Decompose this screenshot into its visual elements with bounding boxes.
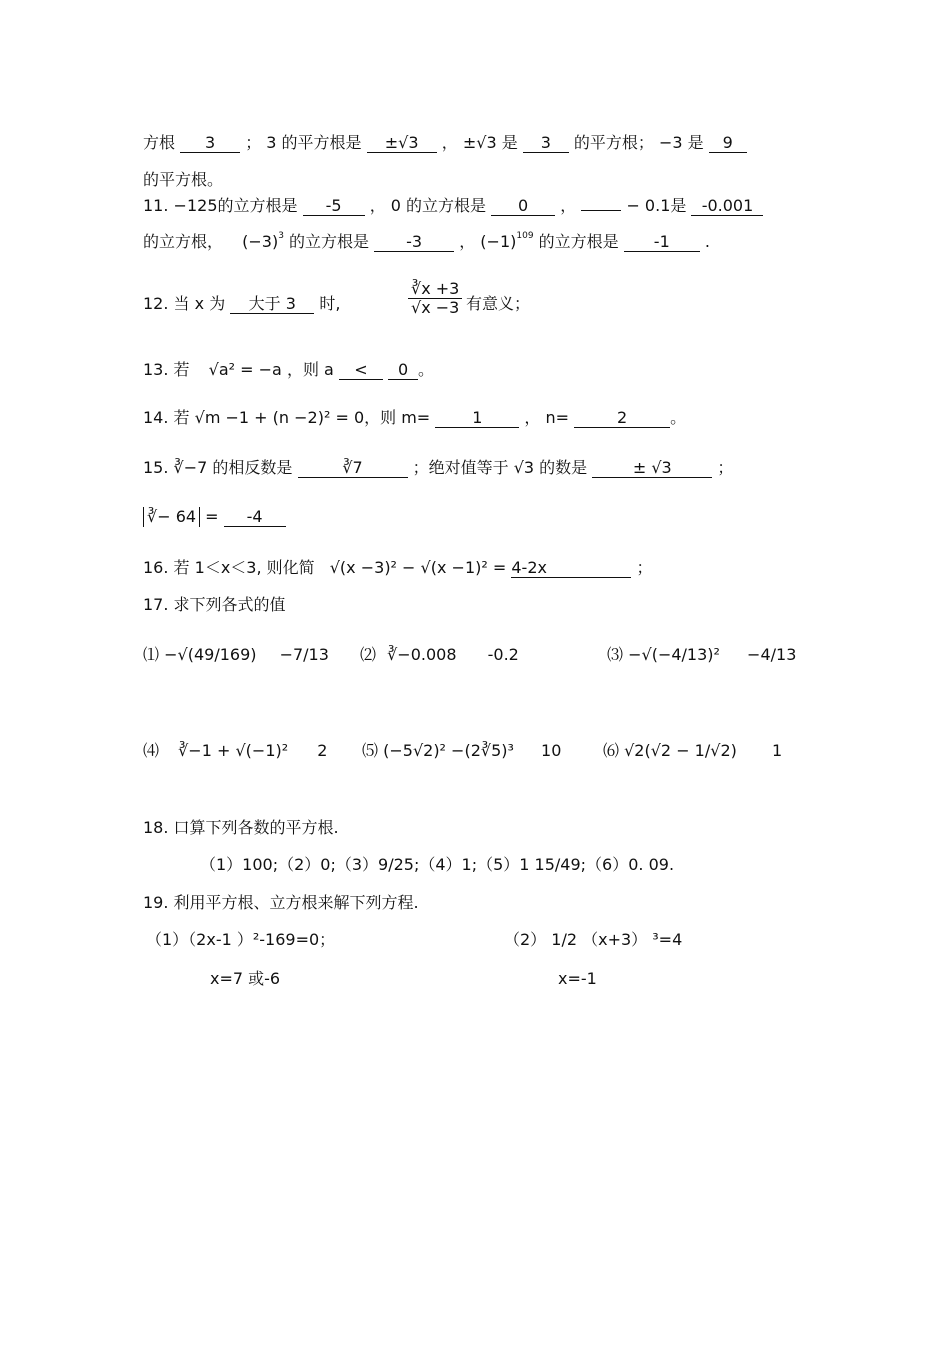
q11-answer-b: 0 bbox=[491, 197, 555, 216]
intro-text-2: ， ±√3 是 bbox=[441, 133, 518, 152]
q17-item-2 bbox=[360, 645, 519, 665]
q11-line-1 bbox=[143, 196, 763, 216]
q11-text-f: (−3) bbox=[242, 232, 279, 251]
q17-item-5-label: ⑸ bbox=[362, 741, 379, 760]
intro-answer-3b: 3 bbox=[523, 134, 569, 153]
intro-answer-3: 3 bbox=[180, 134, 240, 153]
q11-text-e: 的立方根， bbox=[143, 232, 224, 251]
q17-item-3-label: ⑶ bbox=[607, 645, 624, 664]
q19-part-2: （2） 1/2 （x+3） ³=4 bbox=[504, 930, 683, 949]
q14-answer-m: 1 bbox=[435, 409, 519, 428]
q15-text-c: ； bbox=[717, 458, 734, 477]
q12-text-b: 时, bbox=[319, 294, 341, 313]
q15-line bbox=[143, 458, 733, 478]
q12-denominator: √x −3 bbox=[411, 298, 460, 317]
q13-expression: √a² = −a bbox=[208, 360, 282, 379]
q17-item-2-label: ⑵ bbox=[360, 645, 377, 664]
intro-fangen: 方根 bbox=[143, 133, 176, 152]
q17-item-4-label: ⑷ bbox=[143, 741, 160, 760]
intro-line bbox=[143, 133, 747, 153]
q17-item-1 bbox=[143, 645, 329, 665]
q13-text-c: 0 bbox=[388, 361, 418, 380]
q17-item-4-expr: ∛−1 + √(−1)² bbox=[178, 741, 289, 760]
q17-item-1-answer: −7/13 bbox=[279, 645, 329, 664]
q17-item-6-label: ⑹ bbox=[603, 741, 620, 760]
q16-line bbox=[143, 558, 652, 578]
q17-item-4 bbox=[143, 741, 327, 761]
intro-answer-9: 9 bbox=[709, 134, 747, 153]
q11-answer-g: -3 bbox=[374, 233, 454, 252]
q17-item-3-expr: −√(−4/13)² bbox=[628, 645, 720, 664]
q17-item-3 bbox=[607, 645, 796, 665]
q15-line-2 bbox=[143, 507, 286, 527]
q17-item-6-answer: 1 bbox=[771, 741, 783, 760]
q12-fraction-expr bbox=[408, 280, 462, 317]
intro-text-3: 的平方根； −3 是 bbox=[573, 133, 704, 152]
q13-number: 13. bbox=[143, 360, 169, 379]
q17-item-6 bbox=[603, 741, 782, 761]
q12-text-a: 当 x 为 bbox=[173, 294, 226, 313]
q14-answer-n: 2 bbox=[574, 409, 670, 428]
q17-item-2-expr: ∛−0.008 bbox=[387, 645, 457, 664]
q11-text-a: −125的立方根是 bbox=[173, 196, 298, 215]
q11-exp-h: 109 bbox=[516, 231, 534, 241]
q11-answer-i: -1 bbox=[624, 233, 700, 252]
q11-blank-c bbox=[581, 210, 621, 211]
q17-title: 17. 求下列各式的值 bbox=[143, 595, 286, 614]
q11-line-2 bbox=[143, 232, 710, 252]
q11-end: . bbox=[704, 232, 710, 251]
q12-answer: 大于 3 bbox=[230, 295, 314, 314]
q11-number: 11. bbox=[143, 196, 169, 215]
q14-text-a: 若 √m −1 + (n −2)² = 0，则 m= bbox=[173, 408, 431, 427]
q18-title: 18. 口算下列各数的平方根. bbox=[143, 818, 339, 837]
q19-part-1: （1）（2x-1 ）²-169=0； bbox=[146, 930, 336, 949]
q17-item-3-answer: −4/13 bbox=[747, 645, 797, 664]
q17-item-6-expr: √2(√2 − 1/√2) bbox=[624, 741, 737, 760]
q17-item-5-expr: (−5√2)² −(2∛5)³ bbox=[383, 741, 514, 760]
q15-answer-b: ± √3 bbox=[592, 459, 712, 478]
q15-number: 15. bbox=[143, 458, 169, 477]
q14-number: 14. bbox=[143, 408, 169, 427]
q13-end: 。 bbox=[418, 360, 435, 379]
q11-text-g: 的立方根是 bbox=[289, 232, 370, 251]
q17-item-2-answer: -0.2 bbox=[487, 645, 519, 664]
q15-text-a: ∛−7 的相反数是 bbox=[173, 458, 293, 477]
q14-end: 。 bbox=[670, 408, 687, 427]
q11-text-c: ， bbox=[560, 196, 577, 215]
q15-eq: = bbox=[205, 507, 219, 526]
intro-cont: 的平方根。 bbox=[143, 170, 224, 189]
q14-line bbox=[143, 408, 686, 428]
q16-number: 16. bbox=[143, 558, 169, 577]
q16-text-a: 若 1＜x＜3, 则化简 bbox=[173, 558, 315, 577]
q12-tail: 有意义； bbox=[466, 294, 531, 313]
q19-part-1-answer: x=7 或-6 bbox=[210, 969, 281, 988]
q15-text-b: ；绝对值等于 √3 的数是 bbox=[412, 458, 588, 477]
q17-item-4-answer: 2 bbox=[317, 741, 328, 760]
q12-line bbox=[143, 294, 340, 314]
q15-abs-expr: ∛− 64 bbox=[143, 507, 200, 527]
q14-text-b: ， n= bbox=[524, 408, 570, 427]
q13-answer: < bbox=[339, 361, 383, 380]
q15-abs-answer: -4 bbox=[224, 508, 286, 527]
q17-item-5-answer: 10 bbox=[541, 741, 562, 760]
q16-expression: √(x −3)² − √(x −1)² = bbox=[329, 558, 507, 577]
q17-item-1-expr: −√(49/169) bbox=[164, 645, 257, 664]
q17-item-5 bbox=[362, 741, 561, 761]
q13-text-b: ，则 a bbox=[286, 360, 334, 379]
q11-text-i: 的立方根是 bbox=[538, 232, 619, 251]
q19-title: 19. 利用平方根、立方根来解下列方程. bbox=[143, 893, 419, 912]
q12-numerator: ∛x +3 bbox=[408, 280, 462, 299]
intro-answer-pm-sqrt3: ±√3 bbox=[367, 134, 437, 153]
q13-text-a: 若 bbox=[173, 360, 190, 379]
q13-line bbox=[143, 360, 434, 380]
q11-exp-f: 3 bbox=[278, 231, 284, 241]
q17-item-1-label: ⑴ bbox=[143, 645, 160, 664]
q11-text-d: − 0.1是 bbox=[626, 196, 687, 215]
q18-line: （1）100;（2）0;（3）9/25;（4）1;（5）1 15/49;（6）0. 09. bbox=[200, 855, 675, 874]
q11-answer-d: -0.001 bbox=[691, 197, 763, 216]
q19-part-2-answer: x=-1 bbox=[558, 969, 597, 988]
intro-text-1: ； 3 的平方根是 bbox=[245, 133, 362, 152]
q12-fraction bbox=[408, 280, 462, 317]
q11-text-b: ， 0 的立方根是 bbox=[369, 196, 487, 215]
q16-end: ； bbox=[636, 558, 653, 577]
q12-number: 12. bbox=[143, 294, 169, 313]
q11-text-h: ， (−1) bbox=[459, 232, 517, 251]
q15-answer-a: ∛7 bbox=[298, 459, 408, 478]
q11-answer-a: -5 bbox=[303, 197, 365, 216]
q16-answer: 4-2x bbox=[511, 559, 631, 578]
